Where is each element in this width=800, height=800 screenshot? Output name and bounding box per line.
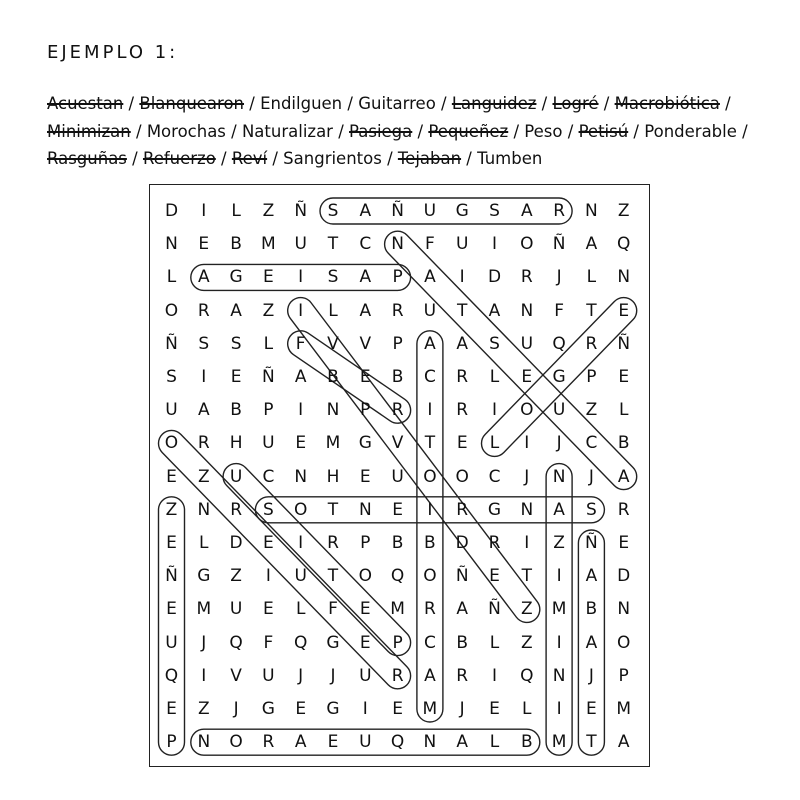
grid-cell[interactable]: A [585,566,598,587]
grid-cell[interactable]: R [456,499,469,520]
grid-cell[interactable]: T [586,732,597,753]
word-separator: / [130,121,147,141]
grid-cell[interactable]: M [551,732,567,753]
grid-cell[interactable]: R [456,367,469,387]
grid-cell[interactable]: A [294,732,307,753]
grid-cell[interactable]: E [327,732,339,753]
grid-cell[interactable]: I [556,566,562,587]
grid-cell[interactable]: N [520,300,534,321]
grid-cell[interactable]: J [459,699,465,719]
grid-cell[interactable]: Ñ [488,599,501,620]
grid-cell[interactable]: C [359,234,372,255]
grid-cell[interactable]: Z [520,632,533,653]
word-separator: / [598,94,615,113]
grid-cell[interactable]: I [491,665,497,686]
grid-cell[interactable]: L [263,333,274,354]
grid-cell[interactable]: Z [262,300,275,321]
grid-cell[interactable]: O [520,400,534,421]
word-separator: / [267,149,284,168]
grid-cell[interactable]: E [166,599,177,620]
grid-cell[interactable]: O [164,300,179,321]
grid-cell[interactable]: E [489,566,500,587]
word-separator: / [215,149,232,168]
grid-cell[interactable]: N [585,201,598,221]
word-list-item: Morochas [146,121,226,141]
grid-cell[interactable]: A [294,367,307,387]
grid-cell[interactable]: M [551,599,567,620]
grid-cell[interactable]: J [201,632,207,653]
grid-cell[interactable]: E [359,599,371,620]
grid-cell[interactable]: B [585,599,598,620]
grid-cell[interactable]: R [617,499,630,520]
grid-cell[interactable]: B [424,533,436,553]
grid-cell[interactable]: R [391,300,404,321]
grid-cell[interactable]: E [359,632,371,653]
grid-cell[interactable]: U [262,433,275,454]
word-list-item: Peso [524,121,563,141]
grid-cell[interactable]: I [427,499,433,520]
grid-cell[interactable]: Ñ [552,234,566,255]
grid-cell[interactable]: E [489,699,500,719]
grid-cell[interactable]: E [166,533,177,553]
grid-cell[interactable]: E [295,699,307,719]
grid-cell[interactable]: D [487,267,502,288]
grid-cell[interactable]: P [166,732,177,753]
grid-cell[interactable]: I [427,400,433,421]
grid-cell[interactable]: M [616,699,632,719]
grid-cell[interactable]: S [230,333,242,354]
grid-cell[interactable]: Ñ [391,201,404,221]
word-list-item: Sangrientos [283,149,382,168]
grid-cell[interactable]: A [488,300,501,321]
grid-cell[interactable]: N [617,599,631,620]
grid-cell[interactable]: P [360,533,371,553]
grid-cell[interactable]: P [392,267,403,288]
grid-cell[interactable]: D [455,533,469,553]
grid-cell[interactable]: A [230,300,242,321]
grid-cell[interactable]: U [423,201,437,221]
grid-cell[interactable]: R [262,732,275,753]
grid-cell[interactable]: F [328,599,338,620]
grid-cell[interactable]: L [199,533,209,553]
grid-cell[interactable]: U [229,599,243,620]
grid-cell[interactable]: T [327,566,339,587]
grid-cell[interactable]: J [556,433,562,454]
grid-cell[interactable]: U [294,566,307,587]
grid-cell[interactable]: R [520,267,533,288]
grid-cell[interactable]: S [327,201,339,221]
word-list-item: Languidez [451,94,537,113]
grid-cell[interactable]: R [456,665,469,686]
grid-cell[interactable]: N [552,665,566,686]
word-separator: / [381,149,398,168]
grid-cell[interactable]: L [489,433,500,454]
word-separator: / [342,94,359,113]
grid-cell[interactable]: U [262,665,275,686]
grid-cell[interactable]: L [166,267,177,288]
word-list-item: Acuestan [47,94,124,113]
grid-cell[interactable]: I [265,566,271,587]
word-list-item: Refuerzo [142,149,216,168]
grid-cell[interactable]: S [166,367,177,387]
grid-cell[interactable]: Q [293,632,308,653]
grid-cell[interactable]: I [491,400,497,421]
grid-cell[interactable]: R [391,400,404,421]
grid-cell[interactable]: I [362,699,368,719]
grid-cell[interactable]: G [326,699,340,719]
grid-cell[interactable]: U [294,234,307,255]
grid-cell[interactable]: Z [617,201,630,221]
grid-cell[interactable]: Z [520,599,533,620]
grid-cell[interactable]: E [230,367,242,387]
word-list-item: Guitarreo [358,94,436,113]
word-separator: / [126,149,143,168]
word-separator: / [435,94,452,113]
grid-cell[interactable]: F [425,234,435,255]
grid-cell[interactable]: V [391,433,404,454]
word-search-board [149,184,650,767]
grid-cell[interactable]: S [585,499,597,520]
grid-cell[interactable]: Ñ [165,333,178,354]
word-list [47,90,767,173]
grid-cell[interactable]: S [262,499,274,520]
grid-cell[interactable]: J [233,699,239,719]
grid-cell[interactable]: N [520,499,534,520]
grid-cell[interactable]: L [295,599,306,620]
grid-cell[interactable]: L [328,300,338,321]
word-list-item: Pequeñez [428,121,509,141]
grid-cell[interactable]: E [263,267,274,288]
grid-cell[interactable]: Q [520,665,534,686]
grid-cell[interactable]: A [197,400,210,421]
grid-cell[interactable]: J [330,665,336,686]
grid-cell[interactable]: A [424,333,436,354]
grid-cell[interactable]: F [295,333,306,354]
word-list-item: Tumben [477,149,543,168]
grid-cell[interactable]: M [196,599,212,620]
grid-cell[interactable]: L [489,367,500,387]
word-list-item: Naturalizar [241,121,333,141]
word-separator: / [225,121,242,141]
grid-cell[interactable]: P [586,367,597,387]
grid-cell[interactable]: F [554,300,564,321]
puzzle-title: EJEMPLO 1: [47,42,179,63]
grid-cell[interactable]: H [229,433,243,454]
grid-cell[interactable]: E [586,699,597,719]
grid-cell[interactable]: C [488,466,501,487]
grid-cell[interactable]: G [326,632,340,653]
grid-cell[interactable]: A [585,234,598,255]
grid-cell[interactable]: P [392,333,403,354]
grid-cell[interactable]: I [524,533,530,553]
grid-cell[interactable]: C [423,632,436,653]
grid-cell[interactable]: R [197,300,210,321]
grid-cell[interactable]: B [327,367,339,387]
grid-cell[interactable]: U [165,632,178,653]
grid-cell[interactable]: R [230,499,242,520]
grid-cell[interactable]: T [424,433,436,454]
word-separator: / [412,121,429,141]
grid-cell[interactable]: Ñ [617,333,631,354]
grid-cell[interactable]: Ñ [455,566,469,587]
grid-cell[interactable]: Q [164,665,179,686]
grid-cell[interactable]: U [423,300,437,321]
grid-cell[interactable]: B [456,632,469,653]
grid-cell[interactable]: P [360,400,371,421]
grid-cell[interactable]: T [456,300,468,321]
grid-cell[interactable]: R [423,599,436,620]
grid-cell[interactable]: Ñ [262,367,275,387]
grid-cell[interactable]: Q [229,632,243,653]
grid-cell[interactable]: J [588,665,594,686]
grid-cell[interactable]: D [617,566,631,587]
grid-cell[interactable]: C [262,466,275,487]
word-list-item: Rasguñas [47,149,127,168]
grid-cell[interactable]: I [556,632,562,653]
grid-cell[interactable]: D [229,533,243,553]
grid-cell[interactable]: C [585,433,598,454]
word-separator: / [508,121,525,141]
grid-cell[interactable]: B [520,732,533,753]
grid-cell[interactable]: Z [165,499,178,520]
grid-cell[interactable]: P [263,400,274,421]
grid-cell[interactable]: N [617,267,631,288]
grid-cell[interactable]: Z [585,400,598,421]
grid-cell[interactable]: U [359,665,372,686]
word-list-item: Blanquearon [139,94,245,113]
grid-cell[interactable]: E [521,367,533,387]
grid-cell[interactable]: O [423,566,437,587]
grid-cell[interactable]: N [165,234,178,255]
grid-cell[interactable]: O [455,466,469,487]
grid-cell[interactable]: B [617,433,630,454]
grid-cell[interactable]: E [392,499,403,520]
grid-cell[interactable]: T [521,566,532,587]
grid-cell[interactable]: M [390,599,405,620]
grid-cell[interactable]: R [197,433,210,454]
grid-cell[interactable]: T [327,499,339,520]
word-list-item: Ponderable [644,121,737,141]
grid-cell[interactable]: O [164,433,179,454]
grid-cell[interactable]: I [201,367,207,387]
grid-cell[interactable]: E [618,300,630,321]
grid-cell[interactable]: E [456,433,468,454]
grid-cell[interactable]: A [520,201,533,221]
grid-cell[interactable]: P [618,665,629,686]
grid-cell[interactable]: E [618,367,630,387]
grid-cell[interactable]: U [455,234,469,255]
grid-cell[interactable]: A [456,599,468,620]
grid-cell[interactable]: Z [262,201,275,221]
grid-cell[interactable]: I [556,699,562,719]
grid-cell[interactable]: L [489,732,500,753]
grid-cell[interactable]: N [197,499,211,520]
grid-cell[interactable]: Z [197,699,210,719]
grid-cell[interactable]: A [197,267,210,288]
grid-cell[interactable]: Ñ [294,201,308,221]
grid-cell[interactable]: G [487,499,502,520]
word-list-item: Petisú [578,121,629,141]
grid-cell[interactable]: B [391,367,404,387]
grid-cell[interactable]: L [231,201,241,221]
grid-cell[interactable]: L [489,632,500,653]
grid-cell[interactable]: G [358,433,372,454]
grid-cell[interactable]: Z [230,566,242,587]
grid-cell[interactable]: S [489,333,500,354]
grid-cell[interactable]: V [359,333,372,354]
grid-cell[interactable]: E [166,699,177,719]
grid-cell[interactable]: N [391,234,404,255]
grid-cell[interactable]: N [326,400,340,421]
grid-cell[interactable]: R [488,533,501,553]
grid-cell[interactable]: B [230,400,242,421]
grid-cell[interactable]: Z [553,533,565,553]
grid-cell[interactable]: S [489,201,500,221]
grid-cell[interactable]: E [198,234,210,255]
grid-cell[interactable]: I [201,201,207,221]
grid-cell[interactable]: O [358,566,372,587]
grid-cell[interactable]: L [618,400,629,421]
grid-cell[interactable]: E [295,433,307,454]
word-list-item: Logré [552,94,599,113]
grid-cell[interactable]: U [520,333,534,354]
grid-cell[interactable]: J [524,466,530,487]
grid-cell[interactable]: E [263,599,274,620]
grid-cell[interactable]: A [424,665,436,686]
grid-cell[interactable]: R [327,533,339,553]
grid-cell[interactable]: Q [552,333,566,354]
grid-cell[interactable]: U [165,400,178,421]
word-separator: / [244,94,261,113]
grid-cell[interactable]: M [261,234,276,255]
word-list-item: Macrobiótica [614,94,720,113]
word-list-item: Pasiega [349,121,413,141]
grid-cell[interactable]: U [552,400,566,421]
grid-cell[interactable]: R [391,665,404,686]
grid-cell[interactable]: F [263,632,274,653]
grid-cell[interactable]: I [459,267,465,288]
grid-cell[interactable]: B [230,234,242,255]
grid-cell[interactable]: A [585,632,598,653]
grid-cell[interactable]: G [552,367,566,387]
grid-cell[interactable]: U [391,466,404,487]
grid-cell[interactable]: I [491,234,497,255]
grid-cell[interactable]: E [359,466,371,487]
grid-cell[interactable]: A [359,201,372,221]
grid-cell[interactable]: A [617,732,630,753]
word-separator: / [562,121,579,141]
word-separator: / [123,94,140,113]
grid-cell[interactable]: I [298,533,304,553]
word-separator: / [628,121,645,141]
grid-cell[interactable]: E [359,367,371,387]
word-separator: / [736,121,748,141]
grid-cell[interactable]: A [424,267,436,288]
word-list-item: Endilguen [260,94,343,113]
word-separator: / [461,149,478,168]
grid-cell[interactable]: N [552,466,566,487]
grid-cell[interactable]: E [618,533,630,553]
grid-cell[interactable]: G [261,699,275,719]
grid-cell[interactable]: J [556,267,562,288]
word-list-item: Reví [231,149,268,168]
grid-cell[interactable]: I [524,433,530,454]
grid-cell[interactable]: V [230,665,242,686]
grid-cell[interactable]: E [166,466,177,487]
grid-cell[interactable]: I [298,267,304,288]
word-list-item: Tejaban [397,149,462,168]
grid-cell[interactable]: S [327,267,339,288]
grid-cell[interactable]: J [298,665,304,686]
grid-cell[interactable]: I [201,665,207,686]
grid-cell[interactable]: R [456,400,469,421]
grid-cell[interactable]: V [327,333,339,354]
grid-cell[interactable]: N [294,466,308,487]
grid-cell[interactable]: Ñ [165,566,178,587]
grid-cell[interactable]: N [423,732,437,753]
grid-cell[interactable]: O [520,234,534,255]
grid-cell[interactable]: B [391,533,404,553]
grid-cell[interactable]: T [327,234,339,255]
grid-cell[interactable]: N [197,732,211,753]
grid-cell[interactable]: I [298,400,304,421]
grid-cell[interactable]: E [392,699,403,719]
grid-cell[interactable]: L [586,267,597,288]
grid-cell[interactable]: I [298,300,304,321]
grid-cell[interactable]: H [326,466,340,487]
grid-cell[interactable]: G [197,566,211,587]
grid-cell[interactable]: Ñ [585,533,598,553]
grid-cell[interactable]: U [359,732,372,753]
grid-cell[interactable]: D [164,201,179,221]
grid-cell[interactable]: Z [197,466,210,487]
word-separator: / [536,94,553,113]
grid-cell[interactable]: Q [390,732,405,753]
grid-cell[interactable]: Q [390,566,405,587]
word-separator: / [719,94,731,113]
grid-cell[interactable]: A [617,466,630,487]
grid-cell[interactable]: C [423,367,436,387]
grid-cell[interactable]: U [229,466,243,487]
grid-cell[interactable]: A [553,499,565,520]
grid-cell[interactable]: O [423,466,437,487]
grid-cell[interactable]: R [585,333,598,354]
grid-cell[interactable]: S [198,333,210,354]
grid-cell[interactable]: R [553,201,565,221]
grid-cell[interactable]: E [263,533,274,553]
grid-cell[interactable]: N [358,499,372,520]
grid-cell[interactable]: A [456,732,468,753]
grid-cell[interactable]: A [359,300,372,321]
grid-cell[interactable]: O [616,632,631,653]
grid-cell[interactable]: A [456,333,468,354]
word-separator: / [332,121,350,141]
word-list-item: Minimizan [47,121,131,141]
grid-cell[interactable]: G [455,201,469,221]
grid-cell[interactable]: O [229,732,243,753]
grid-cell[interactable]: M [325,433,341,454]
grid-cell[interactable]: T [586,300,597,321]
grid-cell[interactable]: P [392,632,403,653]
grid-cell[interactable]: A [359,267,372,288]
grid-cell[interactable]: L [522,699,532,719]
grid-cell[interactable]: G [229,267,243,288]
grid-cell[interactable]: Q [616,234,631,255]
grid-cell[interactable]: J [588,466,594,487]
grid-cell[interactable]: M [422,699,438,719]
grid-cell[interactable]: O [293,499,308,520]
